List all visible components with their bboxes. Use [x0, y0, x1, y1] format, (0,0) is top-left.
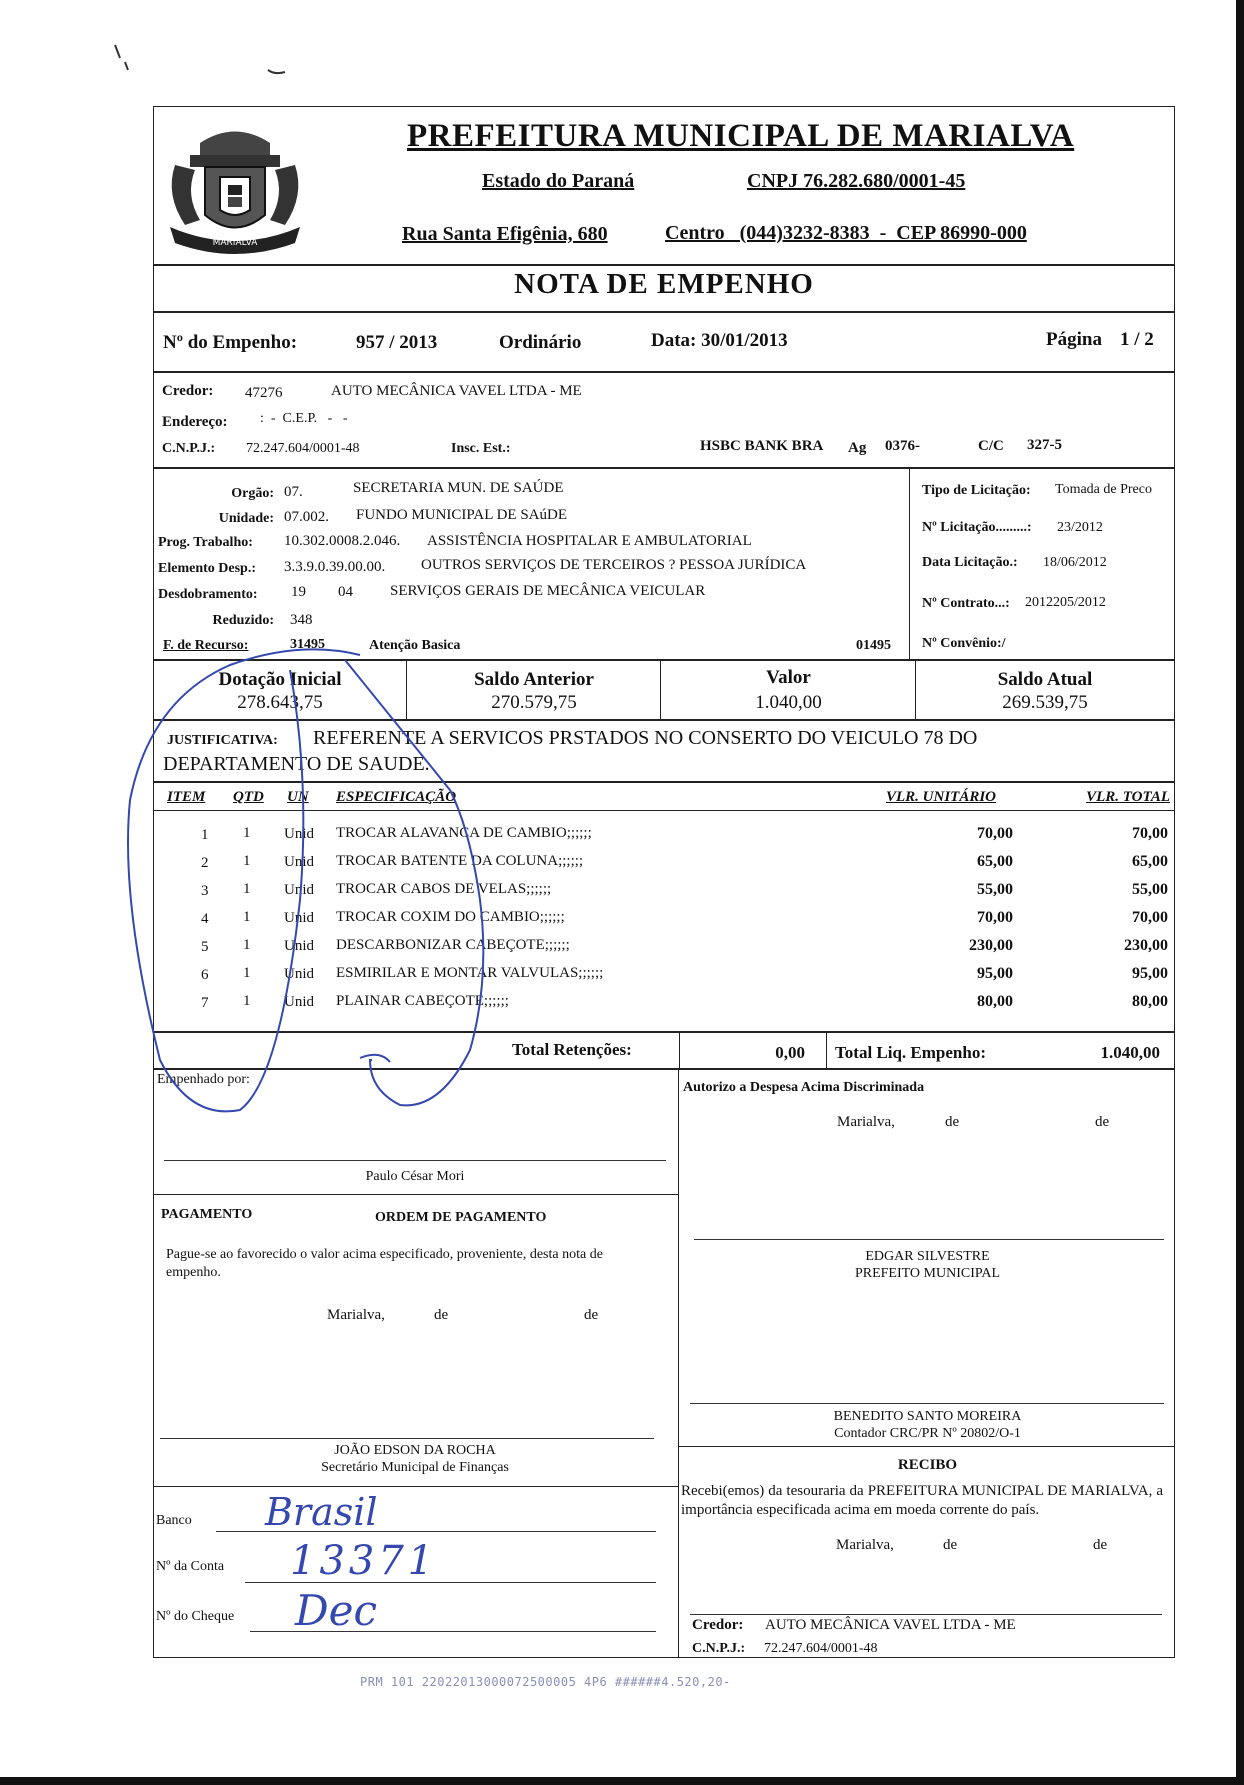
saldo-anterior-value: 270.579,75 — [491, 692, 577, 713]
justificativa-line2: DEPARTAMENTO DE SAUDE. — [163, 753, 430, 775]
autorizo-city: Marialva, — [837, 1114, 895, 1130]
item-total-value: 230,00 — [1124, 937, 1168, 954]
col-item-header: ITEM — [167, 789, 206, 805]
svg-text:MARIALVA: MARIALVA — [212, 238, 258, 248]
municipality-title: PREFEITURA MUNICIPAL DE MARIALVA — [407, 118, 1075, 154]
recibo-de1: de — [943, 1537, 958, 1553]
item-spec: DESCARBONIZAR CABEÇOTE;;;;;; — [336, 937, 570, 953]
col-un-header: UN — [287, 789, 309, 805]
item-total-value: 65,00 — [1132, 853, 1168, 870]
pen-loop-left — [128, 649, 360, 1111]
item-spec: PLAINAR CABEÇOTE;;;;;; — [336, 993, 509, 1009]
reduzido-label: Reduzido: — [212, 613, 274, 628]
recibo-text: Recebi(emos) da tesouraria da PREFEITURA MUNICIPAL DE MARIALVA, a importância especificada acima em moeda corrente do país. — [681, 1483, 1163, 1518]
item-number: 2 — [201, 855, 209, 871]
item-unit-value: 65,00 — [977, 853, 1013, 870]
elemento-code: 3.3.9.0.39.00.00. — [284, 559, 386, 575]
orgao-code: 07. — [284, 484, 303, 500]
scan-specks — [115, 45, 285, 73]
desdobramento-code2: 04 — [338, 584, 353, 600]
item-unit-value: 70,00 — [977, 909, 1013, 926]
item-spec: TROCAR COXIM DO CAMBIO;;;;;; — [336, 909, 565, 925]
empenho-number: 957 / 2013 — [356, 332, 438, 353]
item-qtd: 1 — [243, 993, 251, 1009]
pagamento-label: PAGAMENTO — [161, 1207, 253, 1222]
licitacao-number: 23/2012 — [1057, 520, 1103, 535]
total-liq-label: Total Liq. Empenho: — [835, 1043, 986, 1062]
address-label: Endereço: — [162, 414, 228, 430]
convenio-label: Nº Convênio:/ — [922, 636, 1006, 651]
item-un: Unid — [284, 994, 314, 1010]
agency-label: Ag — [848, 440, 867, 456]
recurso-name: Atenção Basica — [369, 638, 461, 653]
recibo-cnpj: 72.247.604/0001-48 — [764, 1641, 878, 1656]
orgao-name: SECRETARIA MUN. DE SAÚDE — [353, 480, 564, 496]
item-total-value: 70,00 — [1132, 909, 1168, 926]
licitacao-number-label: Nº Licitação.........: — [922, 520, 1032, 535]
recibo-de2: de — [1093, 1537, 1108, 1553]
elemento-label: Elemento Desp.: — [158, 561, 256, 576]
bank-processing-code: PRM 101 22022013000072500005 4P6 ######4.520,20- — [360, 1675, 731, 1689]
item-spec: ESMIRILAR E MONTAR VALVULAS;;;;;; — [336, 965, 604, 981]
empenho-type: Ordinário — [499, 332, 582, 353]
item-spec: TROCAR CABOS DE VELAS;;;;;; — [336, 881, 552, 897]
cheque-label: Nº do Cheque — [156, 1609, 235, 1624]
recibo-credor-name: AUTO MECÂNICA VAVEL LTDA - ME — [765, 1617, 1016, 1633]
item-un: Unid — [284, 826, 314, 842]
item-qtd: 1 — [243, 909, 251, 925]
item-total-value: 55,00 — [1132, 881, 1168, 898]
reduzido-value: 348 — [290, 612, 313, 628]
desdobramento-label: Desdobramento: — [158, 587, 258, 602]
state-name: Estado do Paraná — [482, 170, 635, 192]
col-total-header: VLR. TOTAL — [1086, 789, 1170, 805]
recibo-label: RECIBO — [897, 1457, 958, 1473]
item-number: 4 — [201, 911, 209, 927]
item-unit-value: 95,00 — [977, 965, 1013, 982]
creditor-label: Credor: — [162, 383, 214, 399]
document-title: NOTA DE EMPENHO — [514, 268, 814, 300]
recurso-code: 31495 — [290, 637, 325, 652]
conta-handwritten: 13371 — [290, 1538, 438, 1584]
item-un: Unid — [284, 882, 314, 898]
cheque-handwritten: Dec — [295, 1586, 378, 1635]
prog-name: ASSISTÊNCIA HOSPITALAR E AMBULATORIAL — [427, 533, 752, 549]
desdobramento-name: SERVIÇOS GERAIS DE MECÂNICA VEICULAR — [390, 583, 706, 599]
prefeito-role: PREFEITO MUNICIPAL — [854, 1266, 1001, 1281]
licitacao-type: Tomada de Preco — [1055, 482, 1152, 497]
prog-label: Prog. Trabalho: — [158, 535, 253, 550]
item-unit-value: 230,00 — [969, 937, 1013, 954]
contrato-number: 2012205/2012 — [1025, 595, 1106, 610]
total-liq-value: 1.040,00 — [1100, 1043, 1160, 1062]
unidade-name: FUNDO MUNICIPAL DE SAúDE — [356, 507, 567, 523]
municipality-address: Rua Santa Efigênia, 680 — [402, 223, 608, 245]
bank-name: HSBC BANK BRA — [700, 438, 824, 454]
banco-label: Banco — [156, 1513, 192, 1528]
item-un: Unid — [284, 910, 314, 926]
municipality-cnpj: CNPJ 76.282.680/0001-45 — [747, 170, 966, 192]
item-number: 1 — [201, 827, 209, 843]
account-number: 327-5 — [1027, 437, 1062, 453]
item-un: Unid — [284, 966, 314, 982]
justificativa-line1: REFERENTE A SERVICOS PRSTADOS NO CONSERTO DO VEICULO 78 DO — [313, 727, 978, 749]
empenho-number-label: Nº do Empenho: — [163, 332, 298, 353]
prefeito-name: EDGAR SILVESTRE — [865, 1249, 990, 1264]
licitacao-date: 18/06/2012 — [1043, 555, 1107, 570]
valor-value: 1.040,00 — [755, 692, 822, 713]
item-spec: TROCAR BATENTE DA COLUNA;;;;;; — [336, 853, 584, 869]
col-spec-header: ESPECIFICAÇÃO — [336, 789, 457, 805]
insc-est-label: Insc. Est.: — [451, 441, 511, 456]
agency-number: 0376- — [885, 438, 920, 454]
justificativa-label: JUSTIFICATIVA: — [167, 733, 278, 748]
account-label: C/C — [978, 438, 1004, 454]
creditor-cnpj: 72.247.604/0001-48 — [246, 441, 360, 456]
banco-handwritten: Brasil — [265, 1490, 378, 1534]
autorizo-de1: de — [945, 1114, 960, 1130]
col-unit-header: VLR. UNITÁRIO — [886, 789, 997, 805]
page-label: Página — [1046, 329, 1102, 350]
elemento-name: OUTROS SERVIÇOS DE TERCEIROS ? PESSOA JURÍDICA — [421, 557, 807, 573]
item-un: Unid — [284, 938, 314, 954]
creditor-cnpj-label: C.N.P.J.: — [162, 441, 216, 456]
prog-code: 10.302.0008.2.046. — [284, 533, 401, 549]
item-number: 7 — [201, 995, 209, 1011]
financas-name: JOÃO EDSON DA ROCHA — [334, 1443, 496, 1458]
col-qtd-header: QTD — [233, 789, 264, 805]
contador-role: Contador CRC/PR Nº 20802/O-1 — [834, 1426, 1021, 1441]
item-qtd: 1 — [243, 881, 251, 897]
item-qtd: 1 — [243, 965, 251, 981]
item-qtd: 1 — [243, 853, 251, 869]
municipality-contact: Centro (044)3232-8383 - CEP 86990-000 — [665, 222, 1027, 244]
item-total-value: 95,00 — [1132, 965, 1168, 982]
item-total-value: 70,00 — [1132, 825, 1168, 842]
dotacao-value: 278.643,75 — [237, 692, 323, 713]
empenhado-label: Empenhado por: — [157, 1072, 250, 1087]
recibo-city: Marialva, — [836, 1537, 894, 1553]
conta-label: Nº da Conta — [156, 1559, 225, 1574]
pen-hook — [360, 1055, 390, 1062]
empenho-date: Data: 30/01/2013 — [651, 330, 788, 351]
saldo-atual-label: Saldo Atual — [997, 669, 1093, 690]
contrato-label: Nº Contrato...: — [922, 596, 1010, 611]
contador-name: BENEDITO SANTO MOREIRA — [833, 1409, 1022, 1424]
orgao-label: Orgão: — [231, 486, 274, 501]
empenhado-name: Paulo César Mori — [365, 1169, 465, 1184]
item-un: Unid — [284, 854, 314, 870]
retencoes-value: 0,00 — [775, 1043, 805, 1062]
item-unit-value: 55,00 — [977, 881, 1013, 898]
creditor-code: 47276 — [245, 385, 283, 401]
item-number: 3 — [201, 883, 209, 899]
unidade-code: 07.002. — [284, 509, 329, 525]
pagamento-city: Marialva, — [327, 1307, 385, 1323]
desdobramento-code1: 19 — [291, 584, 306, 600]
recurso-label: F. de Recurso: — [163, 638, 249, 653]
financas-role: Secretário Municipal de Finanças — [321, 1460, 509, 1475]
item-total-value: 80,00 — [1132, 993, 1168, 1010]
recurso-code-right: 01495 — [856, 638, 891, 653]
creditor-address: : - C.E.P. - - — [260, 411, 348, 426]
autorizo-label: Autorizo a Despesa Acima Discriminada — [683, 1080, 925, 1095]
unidade-label: Unidade: — [218, 511, 274, 526]
pagamento-de2: de — [584, 1307, 599, 1323]
item-unit-value: 70,00 — [977, 825, 1013, 842]
item-unit-value: 80,00 — [977, 993, 1013, 1010]
ordem-pagamento-label: ORDEM DE PAGAMENTO — [375, 1210, 547, 1225]
item-qtd: 1 — [243, 825, 251, 841]
recibo-cnpj-label: C.N.P.J.: — [692, 1641, 746, 1656]
item-number: 5 — [201, 939, 209, 955]
pagamento-de1: de — [434, 1307, 449, 1323]
pagamento-text: Pague-se ao favorecido o valor acima especificado, proveniente, desta nota de empenho. — [166, 1247, 603, 1280]
item-spec: TROCAR ALAVANCA DE CAMBIO;;;;;; — [336, 825, 592, 841]
creditor-name: AUTO MECÂNICA VAVEL LTDA - ME — [331, 383, 582, 399]
recibo-credor-label: Credor: — [692, 1617, 744, 1633]
autorizo-de2: de — [1095, 1114, 1110, 1130]
dotacao-label: Dotação Inicial — [218, 669, 342, 690]
licitacao-date-label: Data Licitação.: — [922, 555, 1018, 570]
licitacao-type-label: Tipo de Licitação: — [922, 483, 1031, 498]
item-qtd: 1 — [243, 937, 251, 953]
retencoes-label: Total Retenções: — [512, 1040, 632, 1059]
saldo-atual-value: 269.539,75 — [1002, 692, 1088, 713]
item-number: 6 — [201, 967, 209, 983]
pen-stroke-right — [345, 660, 483, 1105]
valor-label: Valor — [766, 667, 811, 688]
saldo-anterior-label: Saldo Anterior — [474, 669, 594, 690]
page-number: 1 / 2 — [1120, 329, 1154, 350]
